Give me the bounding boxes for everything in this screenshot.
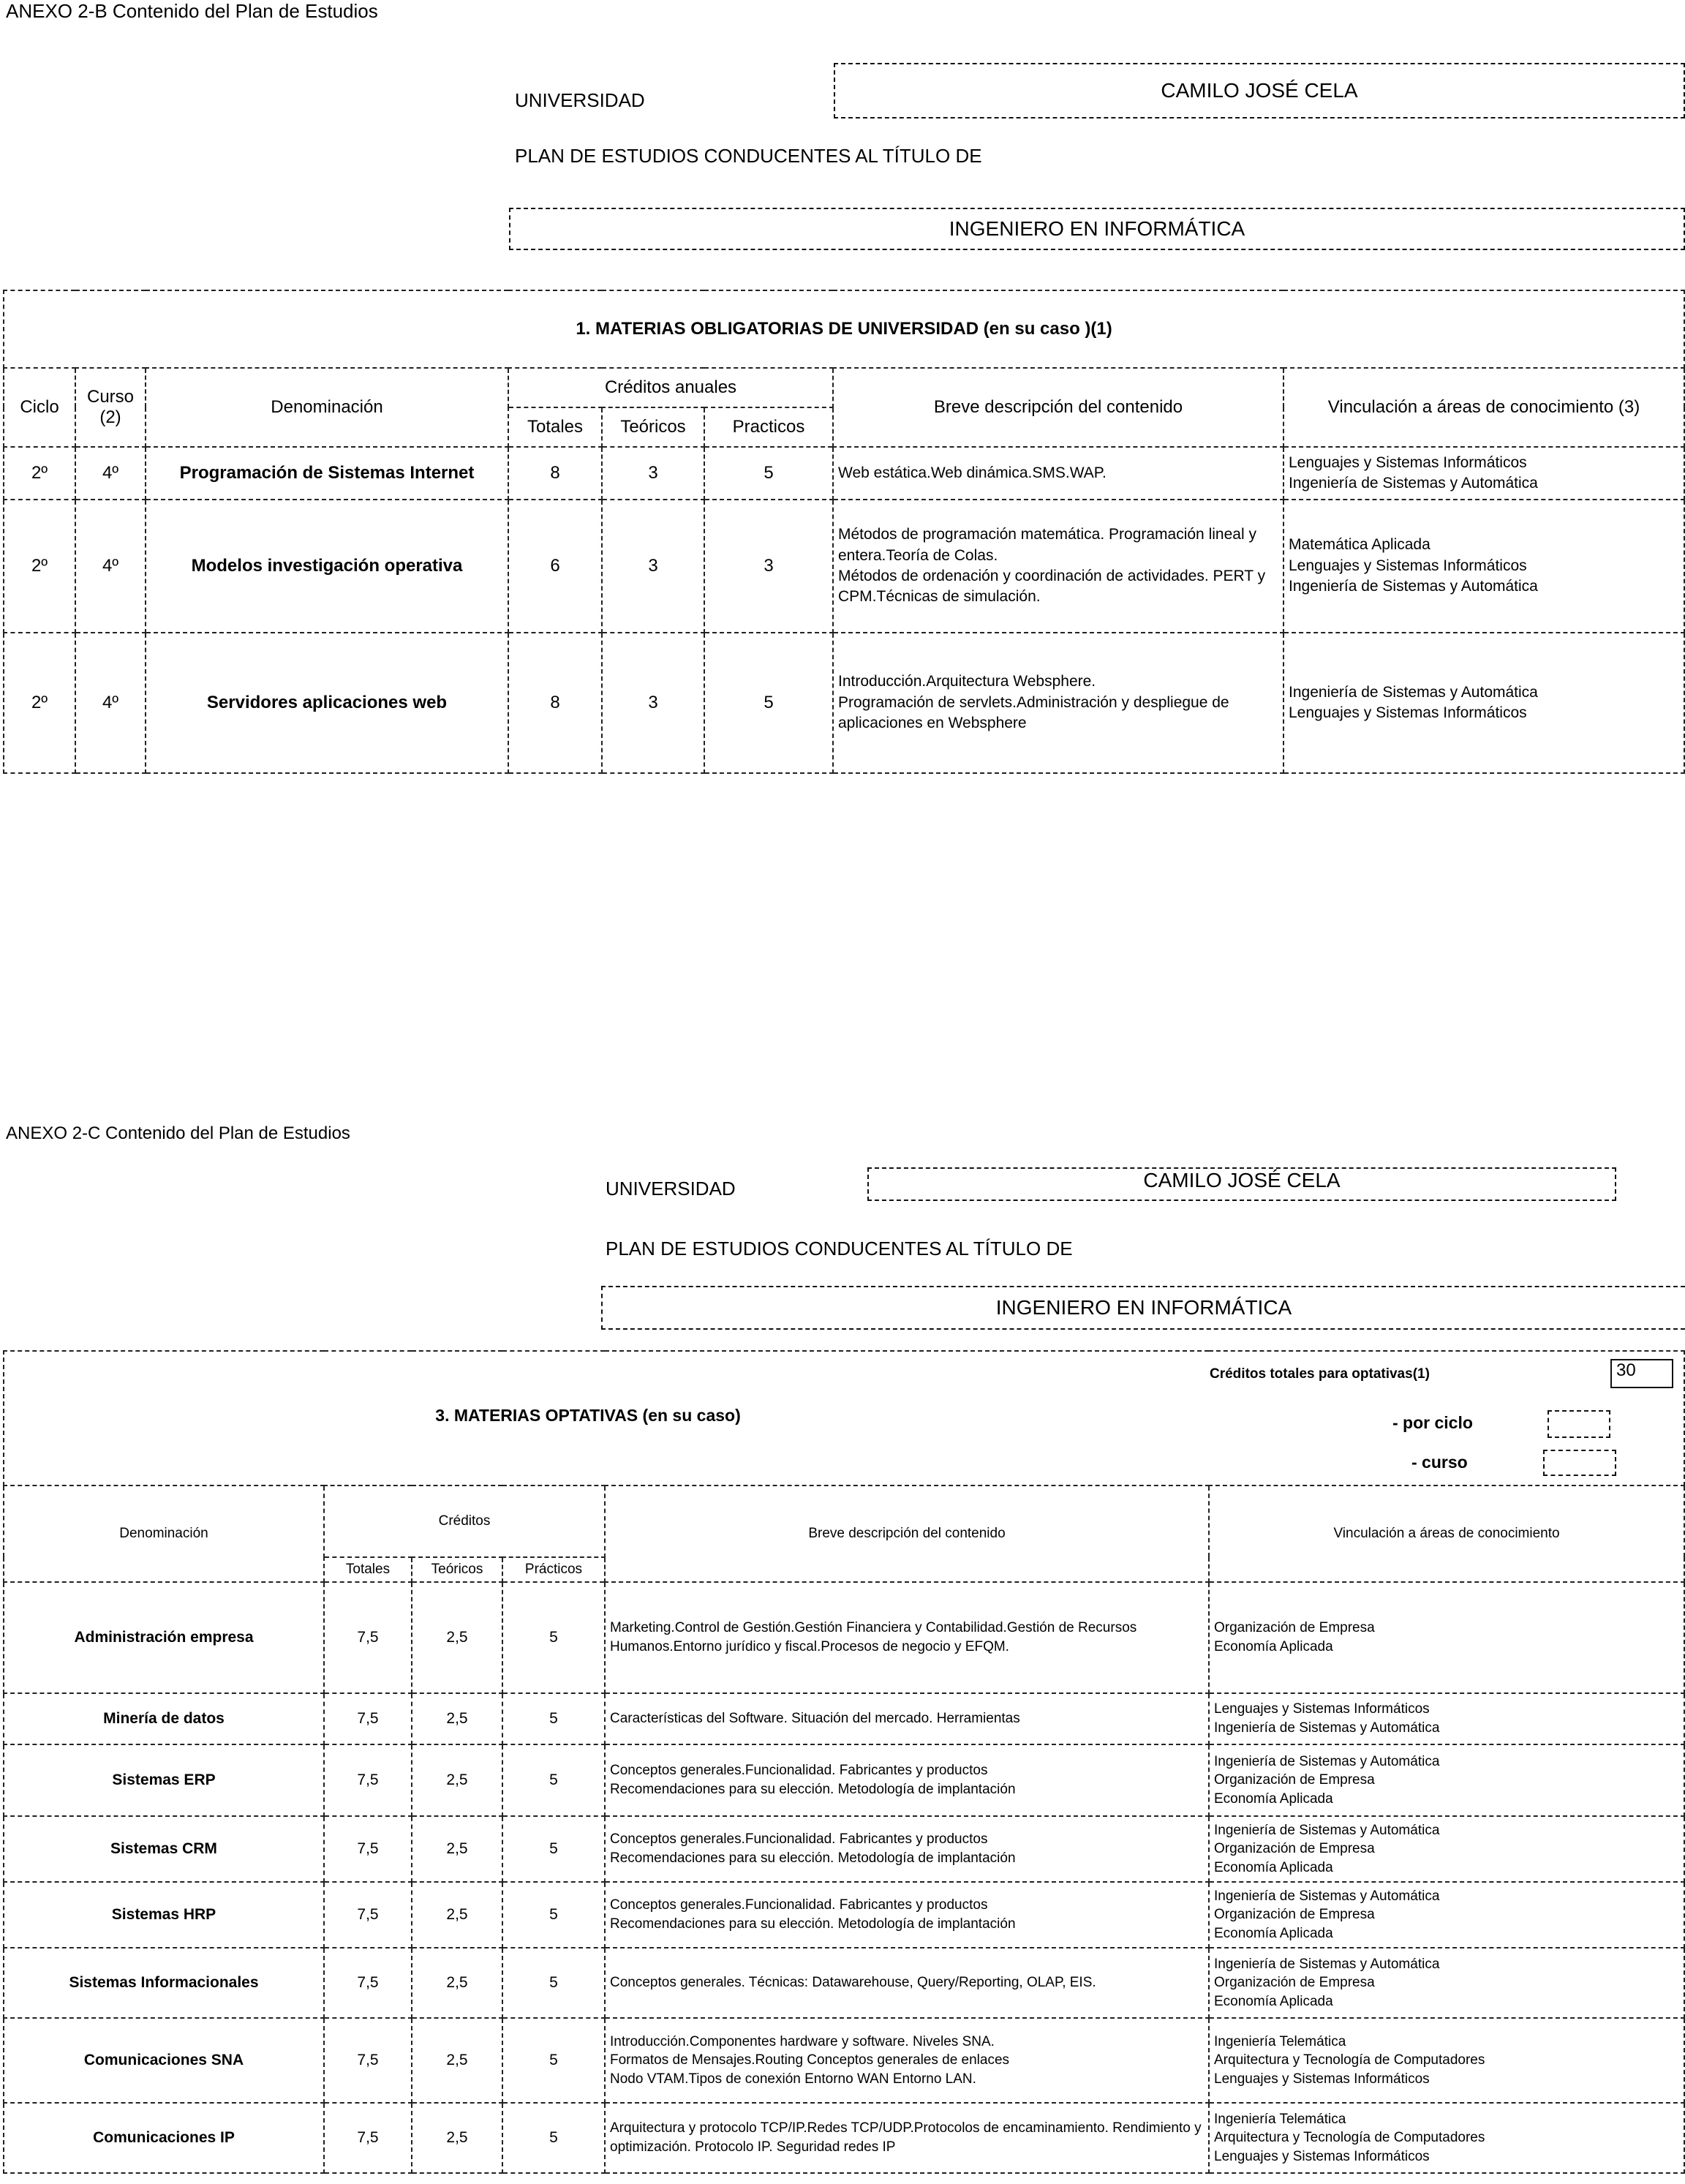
cell-teoricos: 3 xyxy=(602,500,704,633)
cell-teoricos: 2,5 xyxy=(412,2103,502,2173)
cell-ciclo: 2º xyxy=(4,500,75,633)
plan-label-1: PLAN DE ESTUDIOS CONDUCENTES AL TÍTULO DE xyxy=(515,145,982,167)
cell-denominacion: Sistemas Informacionales xyxy=(4,1948,324,2018)
cell-descripcion: Web estática.Web dinámica.SMS.WAP. xyxy=(833,447,1283,500)
header-ciclo: Ciclo xyxy=(4,368,75,447)
cell-ciclo: 2º xyxy=(4,633,75,773)
university-name-2: CAMILO JOSÉ CELA xyxy=(1143,1169,1341,1191)
degree-box-1 xyxy=(509,208,1685,250)
plan-label-2: PLAN DE ESTUDIOS CONDUCENTES AL TÍTULO DE xyxy=(606,1238,1073,1259)
por-ciclo-box xyxy=(1548,1410,1610,1438)
cell-descripcion: Marketing.Control de Gestión.Gestión Financiera y Contabilidad.Gestión de Recursos Humanos.Entorno jurídico y fiscal.Procesos de negocio y EFQM. xyxy=(605,1582,1209,1693)
cell-descripcion: Introducción.Componentes hardware y software. Niveles SNA. Formatos de Mensajes.Routing Conceptos generales de enlaces Nodo VTAM.Tipos de conexión Entorno WAN Entorno LAN. xyxy=(605,2018,1209,2103)
header-creditos-anuales: Créditos anuales xyxy=(508,368,833,407)
cell-teoricos: 2,5 xyxy=(412,1816,502,1882)
header-denominacion: Denominación xyxy=(146,368,508,447)
table-row xyxy=(4,2018,1684,2103)
cell-totales: 7,5 xyxy=(324,1882,412,1948)
degree-2: INGENIERO EN INFORMÁTICA xyxy=(995,1296,1292,1319)
university-name-box-1 xyxy=(834,63,1685,118)
table-title-2: 3. MATERIAS OPTATIVAS (en su caso) xyxy=(435,1406,741,1425)
cell-teoricos: 2,5 xyxy=(412,2018,502,2103)
cell-totales: 7,5 xyxy=(324,1693,412,1744)
header-descripcion-2: Breve descripción del contenido xyxy=(605,1486,1209,1582)
table-row xyxy=(4,1816,1684,1882)
degree-1: INGENIERO EN INFORMÁTICA xyxy=(949,217,1245,240)
cell-practicos: 5 xyxy=(502,1948,605,2018)
header-practicos: Practicos xyxy=(704,407,833,447)
por-ciclo-label: - por ciclo xyxy=(1392,1413,1473,1432)
cell-denominacion: Sistemas HRP xyxy=(4,1882,324,1948)
cell-teoricos: 3 xyxy=(602,633,704,773)
header-totales-2: Totales xyxy=(324,1557,412,1582)
table-row xyxy=(4,1693,1684,1744)
cell-curso: 4º xyxy=(75,633,146,773)
table-row xyxy=(4,1582,1684,1693)
table-row xyxy=(4,500,1684,633)
cell-vinculacion: Lenguajes y Sistemas Informáticos Ingeniería de Sistemas y Automática xyxy=(1209,1693,1684,1744)
annex-title-1: ANEXO 2-B Contenido del Plan de Estudios xyxy=(6,0,378,22)
cell-teoricos: 2,5 xyxy=(412,1948,502,2018)
cell-vinculacion: Ingeniería Telemática Arquitectura y Tecnología de Computadores Lenguajes y Sistemas Informáticos xyxy=(1209,2018,1684,2103)
header-descripcion: Breve descripción del contenido xyxy=(833,368,1283,447)
cell-practicos: 5 xyxy=(502,1816,605,1882)
cell-vinculacion: Ingeniería de Sistemas y Automática Organización de Empresa Economía Aplicada xyxy=(1209,1744,1684,1816)
table-row xyxy=(4,633,1684,773)
cell-practicos: 5 xyxy=(502,1882,605,1948)
cell-descripcion: Conceptos generales.Funcionalidad. Fabricantes y productos Recomendaciones para su elección. Metodología de implantación xyxy=(605,1816,1209,1882)
cell-practicos: 5 xyxy=(704,633,833,773)
cell-totales: 8 xyxy=(508,633,602,773)
cell-vinculacion: Ingeniería de Sistemas y Automática Organización de Empresa Economía Aplicada xyxy=(1209,1882,1684,1948)
header-denominacion-2: Denominación xyxy=(4,1486,324,1582)
cell-curso: 4º xyxy=(75,500,146,633)
cell-descripcion: Conceptos generales.Funcionalidad. Fabricantes y productos Recomendaciones para su elección. Metodología de implantación xyxy=(605,1882,1209,1948)
optional-header-block xyxy=(4,1351,1684,1486)
cell-denominacion: Comunicaciones IP xyxy=(4,2103,324,2173)
cell-practicos: 5 xyxy=(502,1744,605,1816)
cell-practicos: 5 xyxy=(502,2018,605,2103)
header-teoricos-2: Teóricos xyxy=(412,1557,502,1582)
cell-vinculacion: Ingeniería de Sistemas y Automática Organización de Empresa Economía Aplicada xyxy=(1209,1816,1684,1882)
header-vinculacion: Vinculación a áreas de conocimiento (3) xyxy=(1283,368,1684,447)
degree-box-2 xyxy=(601,1286,1685,1330)
curso-box xyxy=(1543,1450,1616,1476)
cell-totales: 6 xyxy=(508,500,602,633)
cell-teoricos: 2,5 xyxy=(412,1882,502,1948)
header-vinculacion-2: Vinculación a áreas de conocimiento xyxy=(1209,1486,1684,1582)
table-title-1: 1. MATERIAS OBLIGATORIAS DE UNIVERSIDAD (en su caso )(1) xyxy=(4,290,1684,368)
cell-denominacion: Sistemas ERP xyxy=(4,1744,324,1816)
credits-total-label: Créditos totales para optativas(1) xyxy=(1210,1366,1430,1382)
university-name-box-2 xyxy=(867,1167,1616,1201)
cell-practicos: 5 xyxy=(502,2103,605,2173)
university-label-2: UNIVERSIDAD xyxy=(606,1178,736,1200)
cell-totales: 8 xyxy=(508,447,602,500)
table-row xyxy=(4,447,1684,500)
table-row xyxy=(4,1948,1684,2018)
optional-subjects-table xyxy=(3,1350,1685,2174)
table-row xyxy=(4,2103,1684,2173)
university-name-1: CAMILO JOSÉ CELA xyxy=(1161,79,1358,102)
header-practicos-2: Prácticos xyxy=(502,1557,605,1582)
cell-denominacion: Servidores aplicaciones web xyxy=(146,633,508,773)
cell-practicos: 5 xyxy=(502,1693,605,1744)
cell-teoricos: 3 xyxy=(602,447,704,500)
cell-totales: 7,5 xyxy=(324,1744,412,1816)
cell-ciclo: 2º xyxy=(4,447,75,500)
cell-vinculacion: Ingeniería de Sistemas y Automática Lenguajes y Sistemas Informáticos xyxy=(1283,633,1684,773)
cell-vinculacion: Organización de Empresa Economía Aplicada xyxy=(1209,1582,1684,1693)
cell-descripcion: Introducción.Arquitectura Websphere. Programación de servlets.Administración y despliegue de aplicaciones en Websphere xyxy=(833,633,1283,773)
cell-teoricos: 2,5 xyxy=(412,1744,502,1816)
cell-practicos: 5 xyxy=(502,1582,605,1693)
cell-denominacion: Programación de Sistemas Internet xyxy=(146,447,508,500)
cell-denominacion: Administración empresa xyxy=(4,1582,324,1693)
cell-practicos: 3 xyxy=(704,500,833,633)
cell-descripcion: Características del Software. Situación del mercado. Herramientas xyxy=(605,1693,1209,1744)
credits-total-value: 30 xyxy=(1610,1359,1673,1388)
cell-denominacion: Sistemas CRM xyxy=(4,1816,324,1882)
cell-descripcion: Conceptos generales.Funcionalidad. Fabricantes y productos Recomendaciones para su elección. Metodología de implantación xyxy=(605,1744,1209,1816)
cell-curso: 4º xyxy=(75,447,146,500)
cell-vinculacion: Ingeniería de Sistemas y Automática Organización de Empresa Economía Aplicada xyxy=(1209,1948,1684,2018)
cell-totales: 7,5 xyxy=(324,1582,412,1693)
cell-denominacion: Modelos investigación operativa xyxy=(146,500,508,633)
cell-totales: 7,5 xyxy=(324,1816,412,1882)
university-label-1: UNIVERSIDAD xyxy=(515,89,645,111)
header-totales: Totales xyxy=(508,407,602,447)
cell-vinculacion: Ingeniería Telemática Arquitectura y Tecnología de Computadores Lenguajes y Sistemas Informáticos xyxy=(1209,2103,1684,2173)
header-creditos: Créditos xyxy=(324,1486,605,1557)
cell-vinculacion: Matemática Aplicada Lenguajes y Sistemas Informáticos Ingeniería de Sistemas y Automática xyxy=(1283,500,1684,633)
header-curso: Curso (2) xyxy=(75,368,146,447)
cell-teoricos: 2,5 xyxy=(412,1693,502,1744)
cell-teoricos: 2,5 xyxy=(412,1582,502,1693)
cell-descripcion: Conceptos generales. Técnicas: Datawarehouse, Query/Reporting, OLAP, EIS. xyxy=(605,1948,1209,2018)
cell-totales: 7,5 xyxy=(324,1948,412,2018)
mandatory-subjects-table xyxy=(3,290,1685,774)
table-row xyxy=(4,1882,1684,1948)
cell-totales: 7,5 xyxy=(324,2018,412,2103)
cell-practicos: 5 xyxy=(704,447,833,500)
header-teoricos: Teóricos xyxy=(602,407,704,447)
cell-vinculacion: Lenguajes y Sistemas Informáticos Ingeniería de Sistemas y Automática xyxy=(1283,447,1684,500)
cell-descripcion: Métodos de programación matemática. Programación lineal y entera.Teoría de Colas. Métodos de ordenación y coordinación de actividades. PERT y CPM.Técnicas de simulación. xyxy=(833,500,1283,633)
cell-descripcion: Arquitectura y protocolo TCP/IP.Redes TCP/UDP.Protocolos de encaminamiento. Rendimiento y optimización. Protocolo IP. Seguridad redes IP xyxy=(605,2103,1209,2173)
cell-totales: 7,5 xyxy=(324,2103,412,2173)
table-row xyxy=(4,1744,1684,1816)
curso-label: - curso xyxy=(1411,1453,1468,1472)
annex-title-2: ANEXO 2-C Contenido del Plan de Estudios xyxy=(6,1123,350,1143)
cell-denominacion: Minería de datos xyxy=(4,1693,324,1744)
cell-denominacion: Comunicaciones SNA xyxy=(4,2018,324,2103)
